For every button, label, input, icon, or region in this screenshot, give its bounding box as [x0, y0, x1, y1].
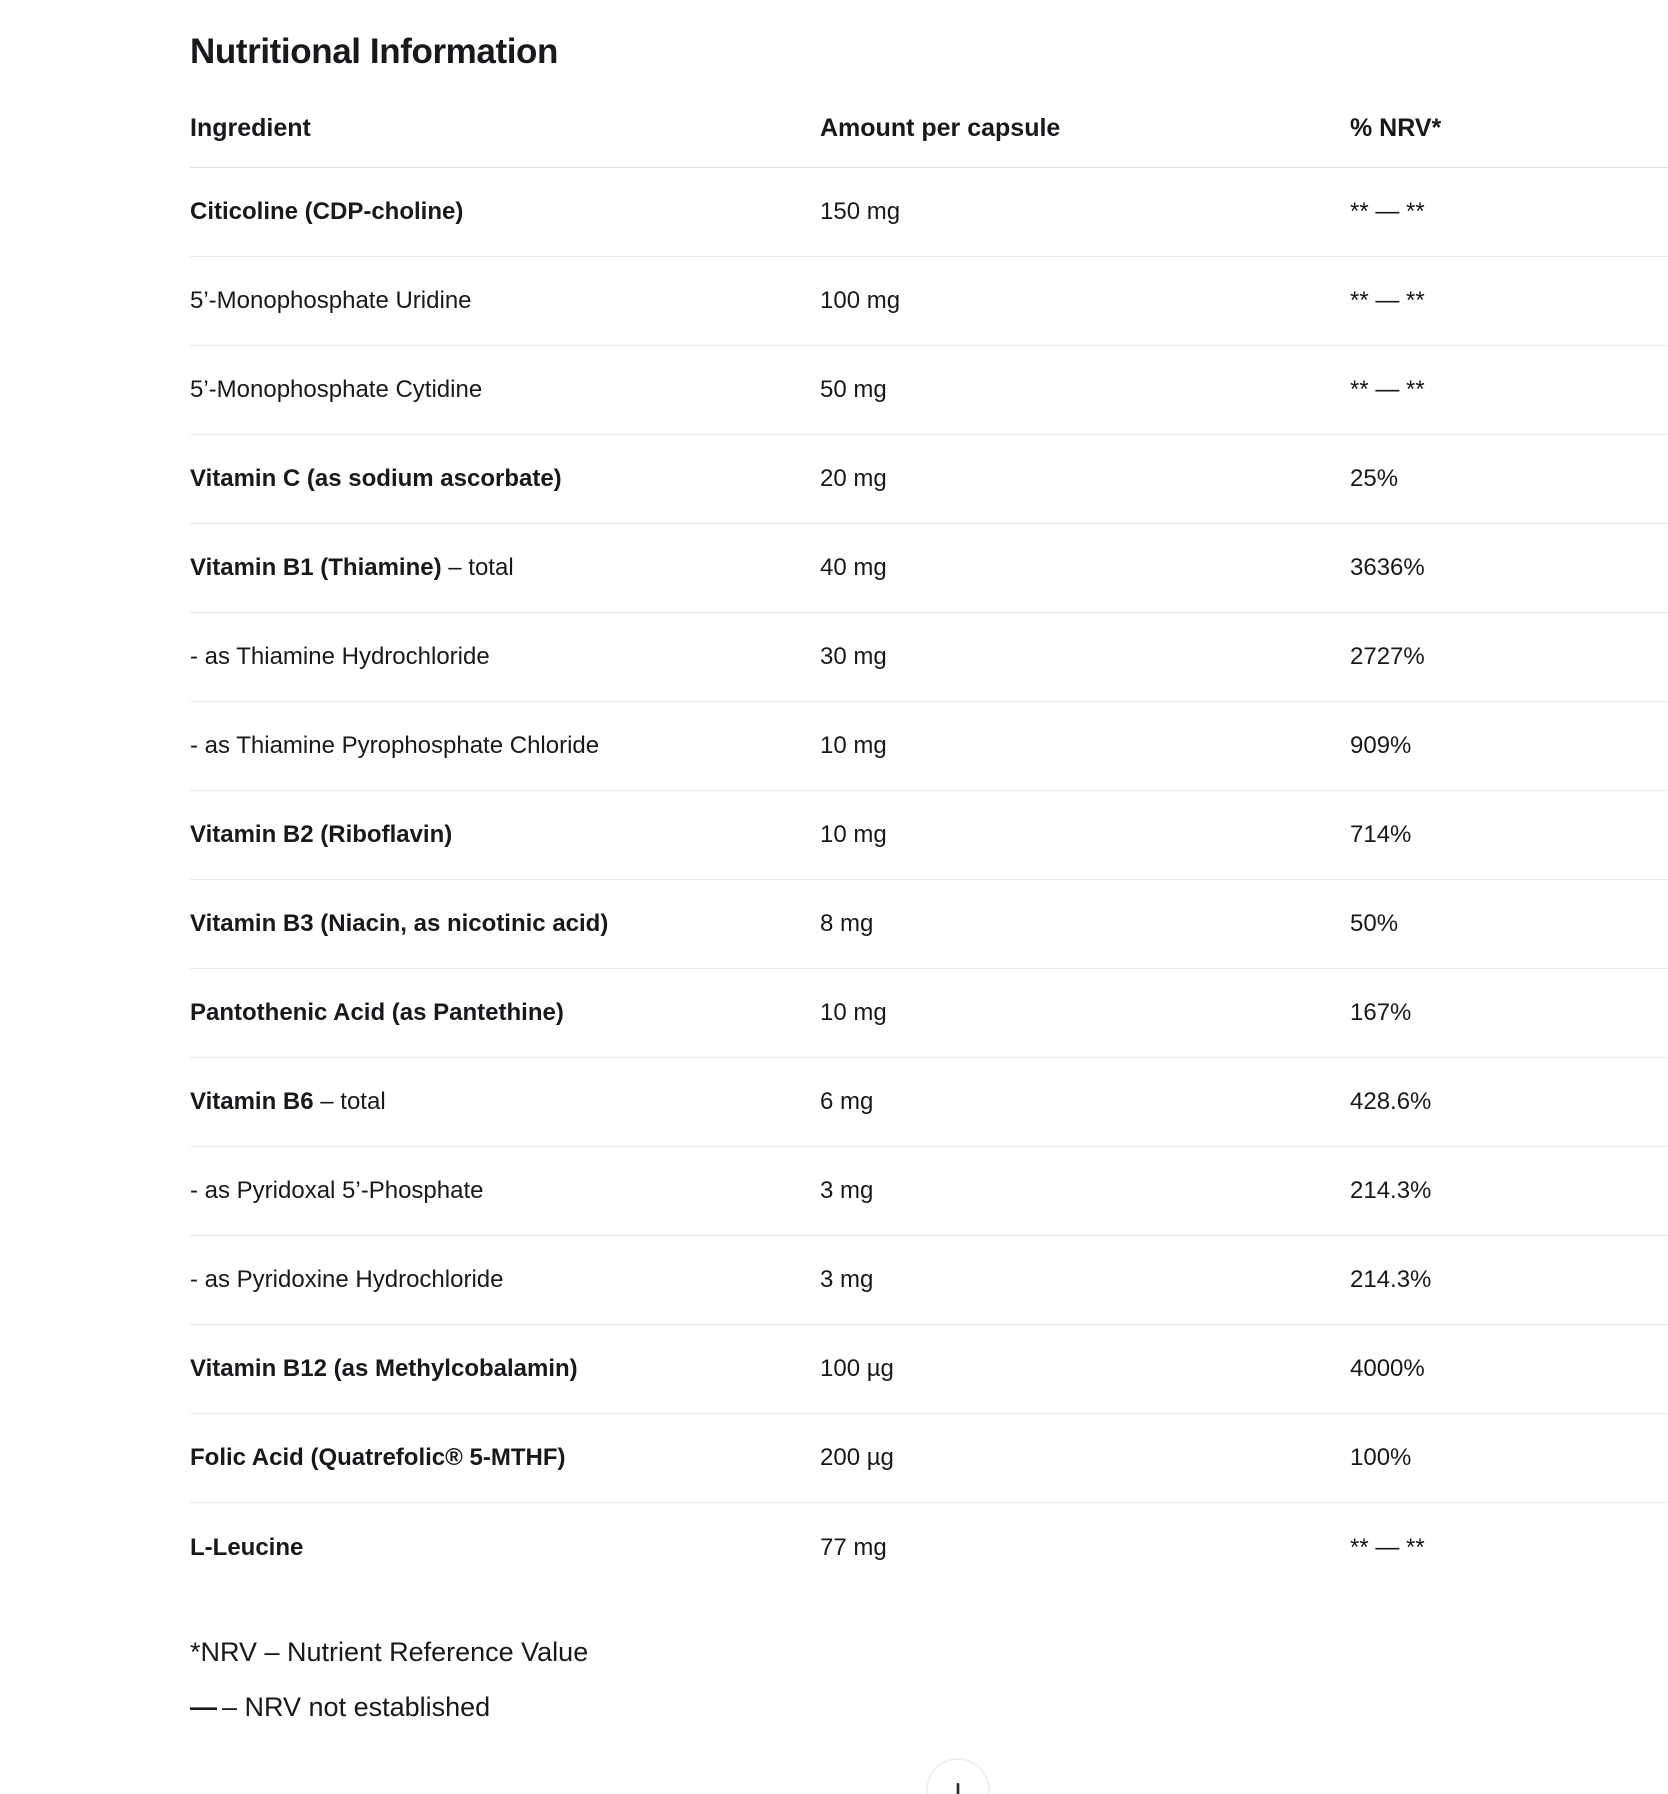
nrv-cell: 2727%	[1350, 643, 1425, 670]
ingredient-name: Vitamin B6	[190, 1088, 314, 1115]
amount-cell: 150 mg	[820, 198, 901, 225]
table-row	[190, 1414, 1668, 1503]
table-row	[190, 168, 1668, 257]
nrv-cell: ** — **	[1350, 1533, 1425, 1561]
amount-cell: 3 mg	[820, 1177, 874, 1204]
amount-cell: 77 mg	[820, 1533, 887, 1561]
amount-cell: 10 mg	[820, 999, 887, 1026]
ingredient-name: Vitamin B1 (Thiamine)	[190, 554, 442, 581]
column-header-ingredient: Ingredient	[190, 114, 311, 142]
table-body	[190, 168, 1668, 1592]
nrv-cell: 214.3%	[1350, 1266, 1432, 1293]
footnote-nrv-definition: *NRV – Nutrient Reference Value	[190, 1637, 589, 1667]
ingredient-cell	[190, 999, 820, 1027]
footnote-nrv-not-established	[190, 1689, 1668, 1725]
ingredient-cell	[190, 1088, 820, 1116]
nrv-cell: 50%	[1350, 910, 1399, 937]
ingredient-name: 5’-Monophosphate Uridine	[190, 287, 472, 314]
nrv-cell: 909%	[1350, 732, 1412, 759]
ingredient-name: L-Leucine	[190, 1533, 304, 1561]
table-row	[190, 1503, 1668, 1592]
table-row	[190, 1147, 1668, 1236]
ingredient-name: Citicoline (CDP-choline)	[190, 198, 464, 225]
ingredient-name: Vitamin B12 (as Methylcobalamin)	[190, 1355, 578, 1382]
table-row	[190, 702, 1668, 791]
nrv-cell: 4000%	[1350, 1355, 1425, 1382]
ingredient-cell	[190, 1355, 820, 1383]
amount-cell: 30 mg	[820, 643, 887, 670]
ingredient-cell	[190, 732, 820, 760]
ingredient-cell	[190, 1177, 820, 1205]
ingredient-cell	[190, 465, 820, 493]
ingredient-cell	[190, 554, 820, 582]
footnote-nrv-not-established-text: – NRV not established	[222, 1692, 491, 1722]
nrv-cell: 214.3%	[1350, 1177, 1432, 1204]
amount-cell: 10 mg	[820, 821, 887, 848]
table-row	[190, 613, 1668, 702]
ingredient-cell	[190, 1266, 820, 1294]
table-row	[190, 1058, 1668, 1147]
ingredient-name: - as Thiamine Hydrochloride	[190, 643, 490, 670]
amount-cell: 6 mg	[820, 1088, 874, 1115]
table-row	[190, 969, 1668, 1058]
amount-cell: 100 µg	[820, 1355, 894, 1382]
section-title: Nutritional Information	[190, 32, 558, 71]
table-row	[190, 524, 1668, 613]
table-row	[190, 880, 1668, 969]
nrv-cell: 167%	[1350, 999, 1412, 1026]
footnotes	[190, 1634, 1668, 1725]
ingredient-name-suffix: – total	[441, 554, 514, 581]
table-row	[190, 435, 1668, 524]
ingredient-cell	[190, 643, 820, 671]
ingredient-name: - as Pyridoxal 5’-Phosphate	[190, 1177, 484, 1204]
nrv-cell: ** — **	[1350, 376, 1425, 403]
ingredient-name: Vitamin C (as sodium ascorbate)	[190, 465, 562, 492]
nrv-cell: ** — **	[1350, 198, 1425, 225]
amount-cell: 20 mg	[820, 465, 887, 492]
ingredient-cell	[190, 376, 820, 404]
table-row	[190, 1325, 1668, 1414]
nutrition-table	[190, 74, 1668, 1592]
amount-cell: 200 µg	[820, 1444, 894, 1471]
amount-cell: 100 mg	[820, 287, 901, 314]
column-header-nrv: % NRV*	[1350, 114, 1442, 142]
amount-cell: 40 mg	[820, 554, 887, 581]
ingredient-cell	[190, 287, 820, 315]
column-header-amount: Amount per capsule	[820, 114, 1061, 142]
ingredient-name: Vitamin B2 (Riboflavin)	[190, 821, 453, 848]
nrv-cell: 714%	[1350, 821, 1412, 848]
ingredient-cell	[190, 821, 820, 849]
em-dash-symbol: —	[190, 1692, 216, 1722]
ingredient-name: - as Pyridoxine Hydrochloride	[190, 1266, 504, 1293]
nrv-cell: 25%	[1350, 465, 1399, 492]
ingredient-name-suffix: – total	[313, 1088, 386, 1115]
table-row	[190, 257, 1668, 346]
ingredient-name: Folic Acid (Quatrefolic® 5-MTHF)	[190, 1444, 566, 1471]
nrv-cell: 428.6%	[1350, 1088, 1432, 1115]
scroll-down-button[interactable]	[926, 1758, 990, 1794]
ingredient-name: 5’-Monophosphate Cytidine	[190, 376, 483, 403]
amount-cell: 50 mg	[820, 376, 887, 403]
table-row	[190, 346, 1668, 435]
table-header-row	[190, 74, 1668, 168]
ingredient-name: - as Thiamine Pyrophosphate Chloride	[190, 732, 600, 759]
arrow-down-icon	[941, 1766, 975, 1794]
ingredient-cell	[190, 198, 820, 226]
amount-cell: 8 mg	[820, 910, 874, 937]
ingredient-cell	[190, 910, 820, 938]
ingredient-cell	[190, 1534, 820, 1562]
table-row	[190, 791, 1668, 880]
amount-cell: 10 mg	[820, 732, 887, 759]
ingredient-cell	[190, 1444, 820, 1472]
nrv-cell: 100%	[1350, 1444, 1412, 1471]
nrv-cell: 3636%	[1350, 554, 1425, 581]
amount-cell: 3 mg	[820, 1266, 874, 1293]
ingredient-name: Vitamin B3 (Niacin, as nicotinic acid)	[190, 910, 609, 937]
nrv-cell: ** — **	[1350, 287, 1425, 314]
ingredient-name: Pantothenic Acid (as Pantethine)	[190, 999, 564, 1026]
table-row	[190, 1236, 1668, 1325]
